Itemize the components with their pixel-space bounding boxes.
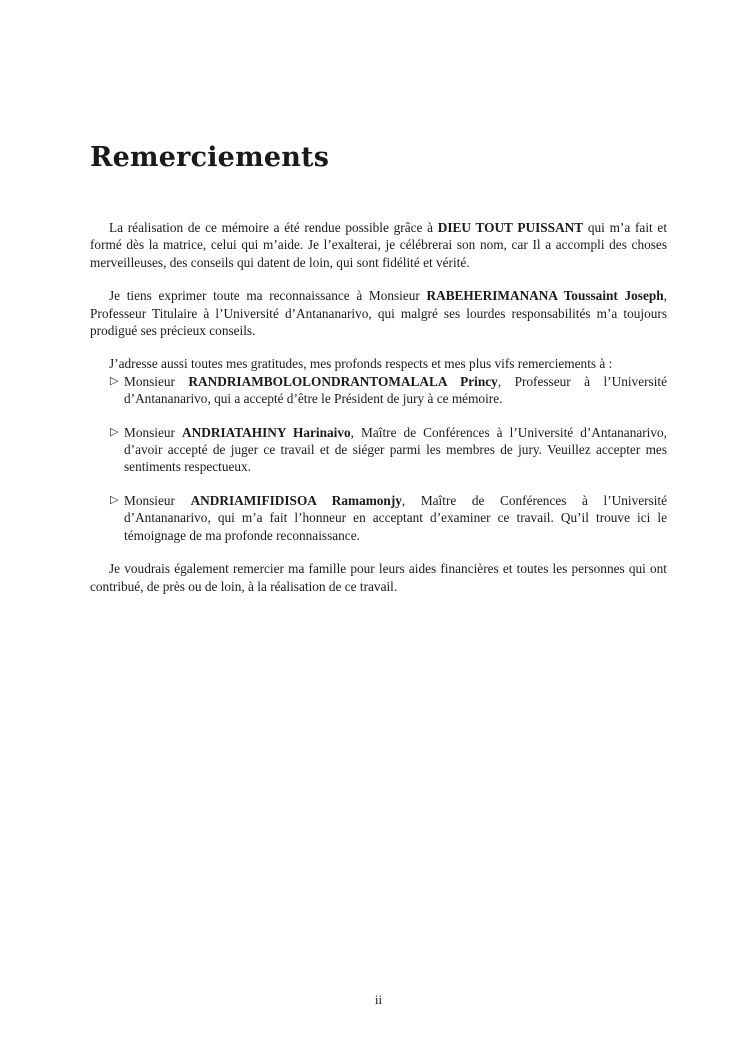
list-item-text: , Maître de Conférences à l’Université d’Antananarivo, qui m’a fait l’honneur en acceptant d’examiner ce travail. Qu’il trouve ici le témoignage de ma profonde reconnaissance. xyxy=(124,492,668,543)
triangle-bullet-icon: ▷ xyxy=(110,374,119,387)
paragraph-supervisor-after: , Professeur Titulaire à l’Université d’Antananarivo, qui malgré ses lourdes responsabilités m’a toujours prodigué ses précieux conseils. xyxy=(90,288,667,339)
paragraph-dieu-after: qui m’a fait et formé dès la matrice, celui qui m’aide. Je l’exalterai, je célébrerai son nom, car Il a accompli des choses merveilleuses, des conseils qui datent de loin, qui sont fidélité et vérité. xyxy=(90,220,668,270)
paragraph-dieu xyxy=(90,219,667,271)
paragraph-family: Je voudrais également remercier ma famille pour leurs aides financières et toutes les personnes qui ont contribué, de près ou de loin, à la réalisation de ce travail. xyxy=(90,561,667,594)
list-item-name: ANDRIATAHINY Harinaivo xyxy=(182,424,351,440)
paragraph-supervisor-bold: RABEHERIMANANA Toussaint Joseph xyxy=(426,288,664,304)
list-item-prefix: Monsieur xyxy=(124,492,191,508)
document-page xyxy=(90,0,667,1054)
list-item-name: RANDRIAMBOLOLONDRANTOMALALA Princy xyxy=(188,373,498,389)
page-title: Remerciements xyxy=(90,142,330,173)
list-item xyxy=(90,424,667,476)
list-item xyxy=(90,492,667,544)
list-item-text: , Maître de Conférences à l’Université d’Antananarivo, d’avoir accepté de juger ce travail et de siéger parmi les membres de jury. Veuillez accepter mes sentiments respectueux. xyxy=(124,424,667,475)
list-item-name: ANDRIAMIFIDISOA Ramamonjy xyxy=(190,492,402,508)
document-body xyxy=(90,219,667,611)
list-item-text: , Professeur à l’Université d’Antananarivo, qui a accepté d’être le Président de jury à ce mémoire. xyxy=(124,373,667,407)
paragraph-dieu-bold: DIEU TOUT PUISSANT xyxy=(437,220,584,235)
list-item xyxy=(90,373,667,408)
paragraph-supervisor-before: Je tiens exprimer toute ma reconnaissance à Monsieur xyxy=(109,288,427,304)
paragraph-dieu-before: La réalisation de ce mémoire a été rendue possible grâce à xyxy=(109,220,438,235)
page-number: ii xyxy=(374,992,383,1007)
list-item-prefix: Monsieur xyxy=(124,424,183,440)
triangle-bullet-icon: ▷ xyxy=(110,493,119,506)
triangle-bullet-icon: ▷ xyxy=(110,425,119,438)
paragraph-supervisor xyxy=(90,287,667,339)
jury-list xyxy=(90,373,667,544)
paragraph-gratitude: J’adresse aussi toutes mes gratitudes, mes profonds respects et mes plus vifs remerciements à : xyxy=(109,356,613,372)
list-item-prefix: Monsieur xyxy=(124,373,189,389)
